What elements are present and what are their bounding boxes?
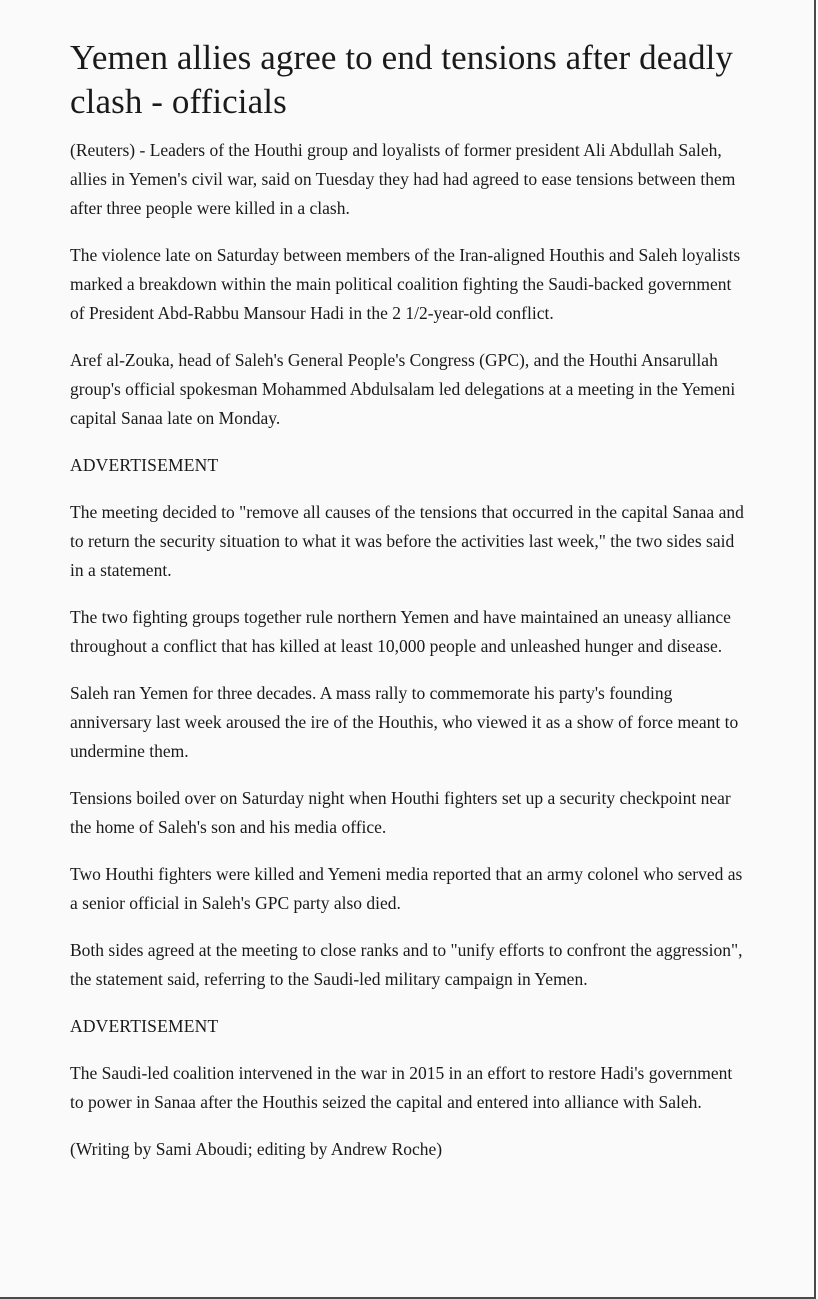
advertisement-label: ADVERTISEMENT bbox=[70, 455, 219, 475]
article-paragraph-lead: (Reuters) - Leaders of the Houthi group and loyalists of former president Ali Abdullah Saleh, allies in Yemen's civil war, said on Tuesday they had had agreed to ease tensions between them after three people were killed in a clash. bbox=[70, 140, 736, 218]
article bbox=[70, 30, 750, 1182]
article-paragraph: Saleh ran Yemen for three decades. A mass rally to commemorate his party's founding anniversary last week aroused the ire of the Houthis, who viewed it as a show of force meant to undermine them. bbox=[70, 683, 739, 761]
article-headline: Yemen allies agree to end tensions after deadly clash - officials bbox=[70, 38, 734, 121]
article-paragraph: The meeting decided to "remove all causes of the tensions that occurred in the capital Sanaa and to return the security situation to what it was before the activities last week," the two sides said in a statement. bbox=[70, 502, 744, 580]
article-paragraph: The Saudi-led coalition intervened in the war in 2015 in an effort to restore Hadi's government to power in Sanaa after the Houthis seized the capital and entered into alliance with Saleh. bbox=[70, 1063, 733, 1112]
article-paragraph: Tensions boiled over on Saturday night when Houthi fighters set up a security checkpoint near the home of Saleh's son and his media office. bbox=[70, 788, 731, 837]
article-paragraph: The two fighting groups together rule northern Yemen and have maintained an uneasy alliance throughout a conflict that has killed at least 10,000 people and unleashed hunger and disease. bbox=[70, 607, 731, 656]
article-paragraph: Two Houthi fighters were killed and Yemeni media reported that an army colonel who served as a senior official in Saleh's GPC party also died. bbox=[70, 864, 743, 913]
article-byline: (Writing by Sami Aboudi; editing by Andrew Roche) bbox=[70, 1139, 443, 1159]
article-paragraph: The violence late on Saturday between members of the Iran-aligned Houthis and Saleh loyalists marked a breakdown within the main political coalition fighting the Saudi-backed government of President Abd-Rabbu Mansour Hadi in the 2 1/2-year-old conflict. bbox=[70, 245, 741, 323]
article-paragraph: Both sides agreed at the meeting to close ranks and to "unify efforts to confront the aggression", the statement said, referring to the Saudi-led military campaign in Yemen. bbox=[70, 940, 743, 989]
advertisement-label: ADVERTISEMENT bbox=[70, 1016, 219, 1036]
article-paragraph: Aref al-Zouka, head of Saleh's General People's Congress (GPC), and the Houthi Ansarullah group's official spokesman Mohammed Abdulsalam led delegations at a meeting in the Yemeni capital Sanaa late on Monday. bbox=[70, 350, 736, 428]
